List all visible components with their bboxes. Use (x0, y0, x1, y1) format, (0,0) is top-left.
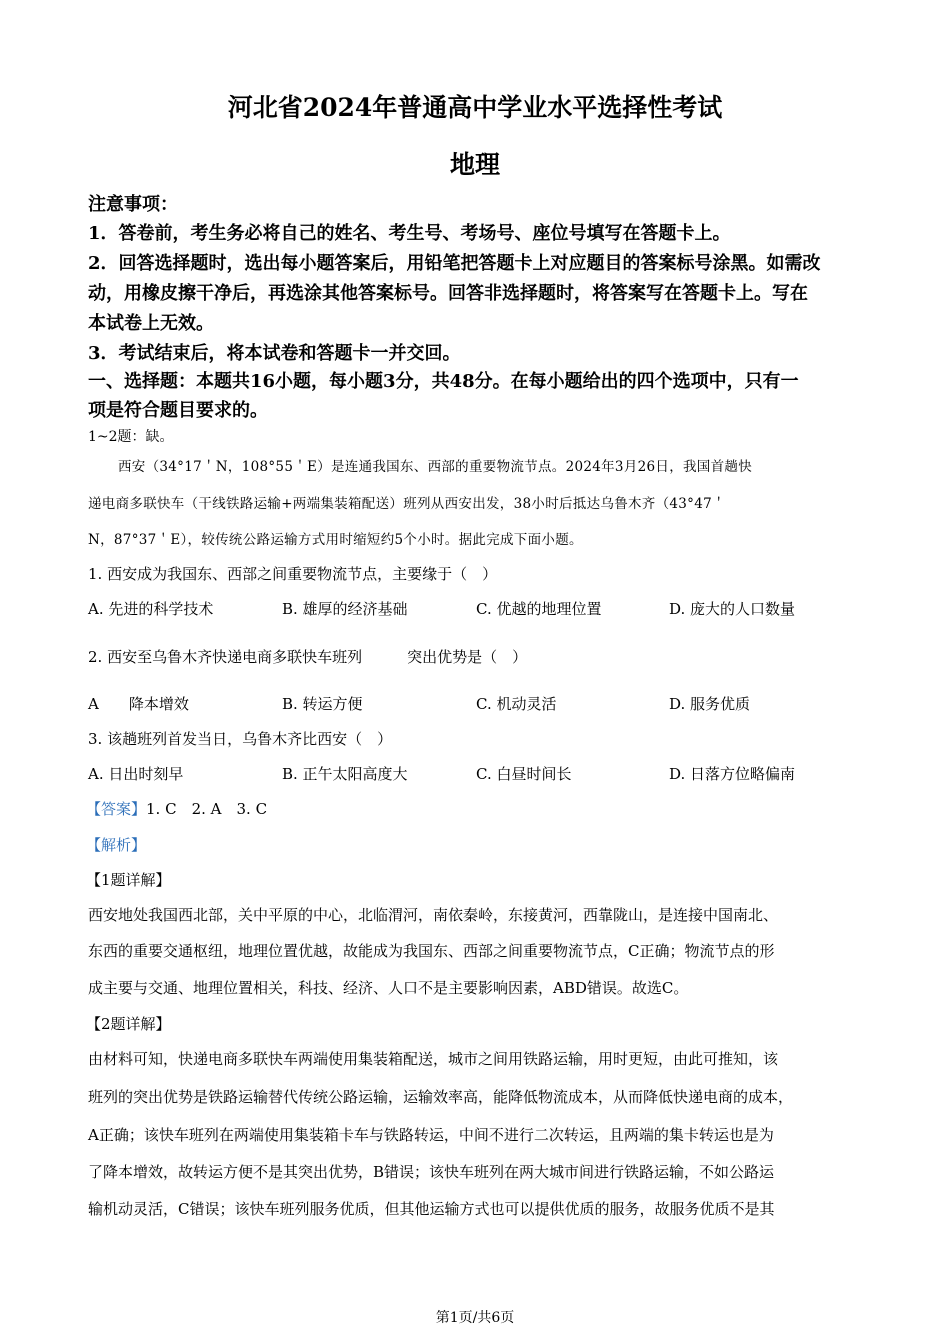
option-d: D. 服务优质 (669, 695, 751, 713)
option-c: C. 优越的地理位置 (476, 600, 602, 618)
q2-detail-heading: 【2题详解】 (86, 1015, 171, 1033)
option-b: B. 转运方便 (282, 695, 363, 713)
notice-line: 本试卷上无效。 (88, 313, 214, 334)
option-b: B. 正午太阳高度大 (282, 765, 408, 783)
passage-line: 递电商多联快车（干线铁路运输+两端集装箱配送）班列从西安出发，38小时后抵达乌鲁木齐（43°47＇ (88, 496, 726, 512)
passage-line: 西安（34°17＇N，108°55＇E）是连通我国东、西部的重要物流节点。2024年3月26日，我国首趟快 (118, 459, 752, 475)
option-d: D. 日落方位略偏南 (669, 765, 796, 783)
detail-line: 成主要与交通、地理位置相关，科技、经济、人口不是主要影响因素，ABD错误。故选C。 (88, 979, 689, 997)
notice-line: 2．回答选择题时，选出每小题答案后，用铅笔把答题卡上对应题目的答案标号涂黑。如需改 (88, 253, 821, 274)
analysis-label: 【解析】 (86, 836, 147, 854)
option-a: A. 日出时刻早 (88, 765, 184, 783)
detail-line: 了降本增效，故转运方便不是其突出优势，B错误；该快车班列在两大城市间进行铁路运输，不如公路运 (88, 1163, 775, 1181)
question-stem: 2. 西安至乌鲁木齐快递电商多联快车班列 突出优势是（ ） (88, 648, 528, 666)
subject-title: 地理 (449, 150, 500, 179)
notice-heading: 注意事项： (88, 194, 178, 215)
passage-line: N，87°37＇E），较传统公路运输方式用时缩短约5个小时。据此完成下面小题。 (88, 532, 583, 548)
option-c: C. 白昼时间长 (476, 765, 572, 783)
notice-line: 动，用橡皮擦干净后，再选涂其他答案标号。回答非选择题时，将答案写在答题卡上。写在 (88, 283, 808, 304)
option-a: A. 先进的科学技术 (88, 600, 214, 618)
question-stem: 1. 西安成为我国东、西部之间重要物流节点，主要缘于（ ） (88, 565, 498, 583)
option-c: C. 机动灵活 (476, 695, 557, 713)
notice-line: 3．考试结束后，将本试卷和答题卡一并交回。 (88, 343, 461, 364)
section-heading: 项是符合题目要求的。 (88, 400, 268, 421)
detail-line: A正确；该快车班列在两端使用集装箱卡车与铁路转运，中间不进行二次转运，且两端的集卡转运也是为 (88, 1126, 774, 1144)
answer-text: 1. C 2. A 3. C (146, 800, 268, 818)
detail-line: 东西的重要交通枢纽，地理位置优越，故能成为我国东、西部之间重要物流节点，C正确；物流节点的形 (88, 942, 775, 960)
exam-title: 河北省2024年普通高中学业水平选择性考试 (227, 93, 723, 122)
detail-line: 班列的突出优势是铁路运输替代传统公路运输，运输效率高，能降低物流成本，从而降低快递电商的成本， (88, 1088, 794, 1106)
detail-line: 输机动灵活，C错误；该快车班列服务优质，但其他运输方式也可以提供优质的服务，故服务优质不是其 (88, 1200, 775, 1218)
section-heading: 一、选择题：本题共16小题，每小题3分，共48分。在每小题给出的四个选项中，只有一 (88, 371, 799, 392)
answer-line (86, 798, 267, 819)
detail-line: 西安地处我国西北部，关中平原的中心，北临渭河，南依秦岭，东接黄河，西靠陇山，是连接中国南北、 (88, 906, 779, 924)
detail-line: 由材料可知，快递电商多联快车两端使用集装箱配送，城市之间用铁路运输，用时更短，由此可推知，该 (88, 1050, 779, 1068)
q1-detail-heading: 【1题详解】 (86, 871, 171, 889)
option-b: B. 雄厚的经济基础 (282, 600, 408, 618)
notice-line: 1．答卷前，考生务必将自己的姓名、考生号、考场号、座位号填写在答题卡上。 (88, 223, 731, 244)
page-footer: 第1页/共6页 (435, 1310, 515, 1326)
question-stem: 3. 该趟班列首发当日，乌鲁木齐比西安（ ） (88, 730, 393, 748)
missing-note: 1~2题：缺。 (88, 429, 174, 445)
option-a: A 降本增效 (88, 695, 189, 713)
option-d: D. 庞大的人口数量 (669, 600, 796, 618)
answer-label: 【答案】 (86, 800, 147, 818)
